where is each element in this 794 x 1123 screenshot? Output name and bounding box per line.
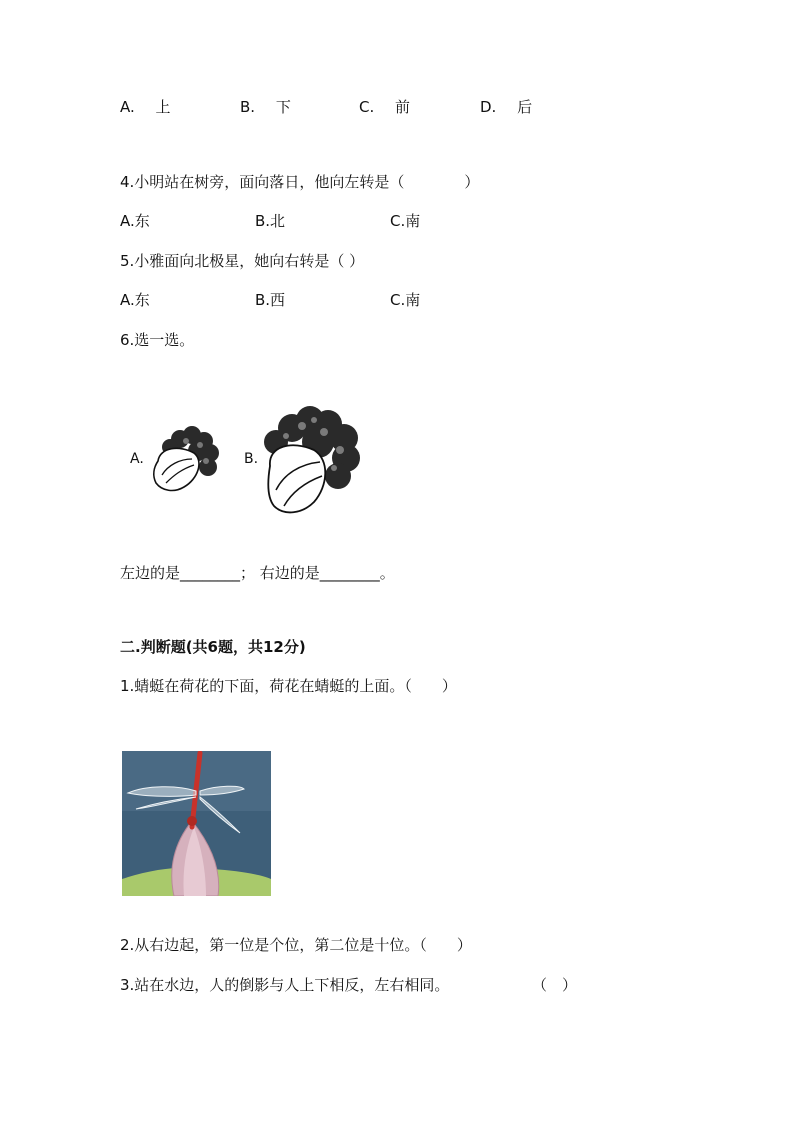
- q3-option-d: [480, 97, 532, 117]
- option-letter: C.: [359, 98, 375, 116]
- q5-option-b: B.西: [255, 291, 286, 309]
- section-2-heading: 二.判断题(共6题，共12分): [120, 638, 306, 656]
- cabbage-label-a: A.: [130, 451, 144, 467]
- judge-question-2: 2.从右边起，第一位是个位，第二位是十位。（ ）: [120, 936, 472, 954]
- question-6-answer-line: 左边的是________； 右边的是________。: [120, 564, 395, 582]
- q3-option-b: [240, 97, 291, 117]
- option-text: 后: [517, 98, 533, 116]
- option-text: 前: [395, 98, 411, 116]
- option-letter: A.: [120, 98, 135, 116]
- judge-question-1: 1.蜻蜓在荷花的下面，荷花在蜻蜓的上面。（ ）: [120, 677, 457, 695]
- judge-question-3-paren: （ ）: [532, 976, 578, 994]
- dragonfly-lotus-image: [122, 751, 271, 896]
- cabbage-label-b: B.: [244, 451, 259, 467]
- question-5: 5.小雅面向北极星，她向右转是（ ）: [120, 252, 365, 270]
- question-6: 6.选一选。: [120, 331, 195, 349]
- q5-option-a: A.东: [120, 291, 150, 309]
- cabbage-small-icon: [150, 425, 225, 497]
- q4-option-c: C.南: [390, 212, 421, 230]
- q4-option-a: A.东: [120, 212, 150, 230]
- q3-option-a: [120, 97, 171, 117]
- q5-option-c: C.南: [390, 291, 421, 309]
- cabbage-large-icon: [262, 406, 362, 518]
- option-letter: D.: [480, 98, 497, 116]
- option-text: 下: [275, 98, 291, 116]
- question-4: 4.小明站在树旁，面向落日，他向左转是（ ）: [120, 173, 480, 191]
- q3-option-c: [359, 97, 410, 117]
- option-letter: B.: [240, 98, 256, 116]
- q4-option-b: B.北: [255, 212, 286, 230]
- option-text: 上: [155, 98, 171, 116]
- judge-question-3: 3.站在水边，人的倒影与人上下相反，左右相同。: [120, 976, 450, 994]
